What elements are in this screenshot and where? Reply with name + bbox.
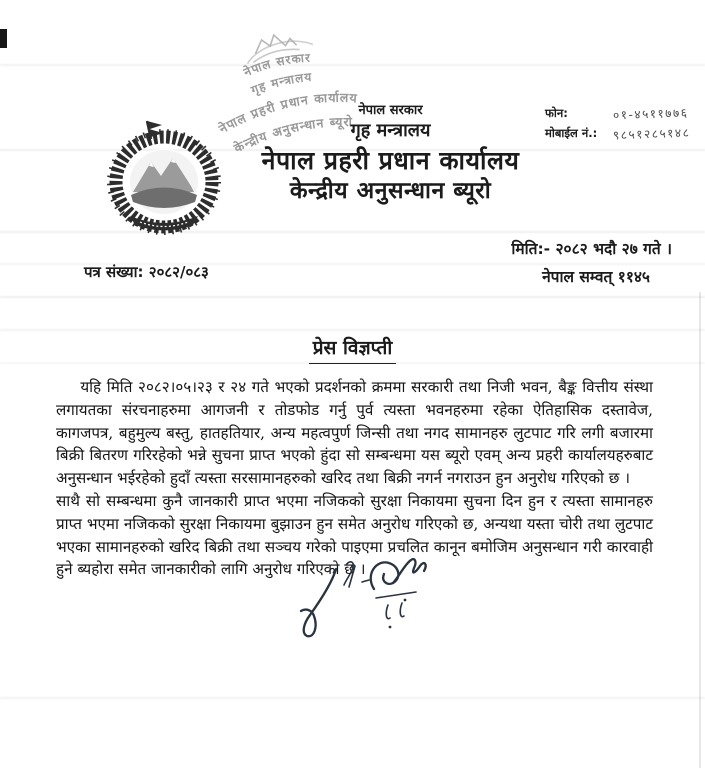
phone-number: ०१-४५११७७६ bbox=[612, 105, 689, 123]
scan-edge-mark bbox=[0, 29, 7, 48]
phone-label: फोन: bbox=[545, 106, 568, 120]
letter-number bbox=[84, 262, 209, 282]
letter-number-value: २०८२/०८३ bbox=[148, 263, 209, 281]
title-row bbox=[0, 334, 705, 364]
date-line: मिति:- २०८२ भदौ २७ गते । bbox=[511, 240, 672, 258]
scan-streak bbox=[0, 697, 705, 699]
stamp-line-ministry: गृह मन्त्रालय bbox=[249, 69, 313, 98]
mobile-label: मोबाईल नं.: bbox=[545, 126, 598, 141]
press-release-body bbox=[56, 376, 653, 581]
body-paragraph-2: साथै सो सम्बन्धमा कुनै जानकारी प्राप्त भएमा नजिकको सुरक्षा निकायमा सुचना दिन हुन र त्यस्ता सामानहरु प्राप्त भएमा नजिकको सुरक्षा निकायमा बुझाउन हुन समेत अनुरोध गरिएको छ, अन्यथा यस्ता चोरी तथा लुटपाट भएका सामानहरुको खरिद बिक्री तथा सञ्चय गरेको पाइएमा प्रचलित कानून बमोजिम अनुसन्धान गरी कारवाही हुने ब्यहोरा समेत जानकारीको लागि अनुरोध गरिएको छ । bbox=[56, 491, 653, 579]
scan-streak bbox=[0, 296, 705, 298]
letterhead-ministry: गृह मन्त्रालय bbox=[350, 119, 431, 141]
stamp-line-office: नेपाल प्रहरी प्रधान कार्यालय bbox=[216, 89, 359, 137]
stamp-line-bureau: केन्द्रीय अनुसन्धान ब्यूरो bbox=[231, 114, 353, 156]
letterhead-office: नेपाल प्रहरी प्रधान कार्यालय bbox=[261, 145, 520, 175]
letter-number-label: पत्र संख्या: bbox=[84, 263, 144, 281]
contact-block bbox=[545, 104, 690, 145]
body-paragraph-1: यहि मिति २०८२।०५।२३ र २४ गते भएको प्रदर्शनको क्रममा सरकारी तथा निजी भवन, बैङ्क वित्तीय संस्था लगायतका संरचनाहरुमा आगजनी र तोडफोड गर्नु पुर्व त्यस्ता भवनहरुमा रहेका ऐतिहासिक दस्तावेज, कागजपत्र, बहुमुल्य बस्तु, हातहतियार, अन्य महत्वपुर्ण जिन्सी तथा नगद सामानहरु लुटपाट गरि लगी बजारमा बिक्री बितरण गरिरहेको भन्ने सुचना प्राप्त भएको हुंदा सो सम्बन्धमा यस ब्यूरो एवम् अन्य प्रहरी कार्यालयहरुबाट अनुसन्धान भईरहेको हुदाँ त्यस्ता सरसामानहरुको खरिद तथा बिक्री नगर्न नगराउन हुन अनुरोध गरिएको छ । bbox=[56, 378, 653, 488]
nepal-police-emblem-icon bbox=[100, 118, 228, 238]
letterhead-bureau: केन्द्रीय अनुसन्धान ब्यूरो bbox=[289, 178, 492, 205]
mobile-number: ९८५१२८५१४८ bbox=[612, 126, 691, 143]
letterhead-government: नेपाल सरकार bbox=[358, 103, 423, 118]
date-block bbox=[511, 236, 672, 292]
nepal-sambat-line: नेपाल सम्वत् ११४५ bbox=[542, 267, 650, 286]
stamp-line-government: नेपाल सरकार bbox=[241, 50, 312, 80]
letterhead bbox=[228, 104, 553, 205]
signature-icon bbox=[292, 553, 442, 648]
page-title: प्रेस विज्ञप्ती bbox=[309, 334, 397, 364]
scan-streak bbox=[0, 329, 705, 331]
